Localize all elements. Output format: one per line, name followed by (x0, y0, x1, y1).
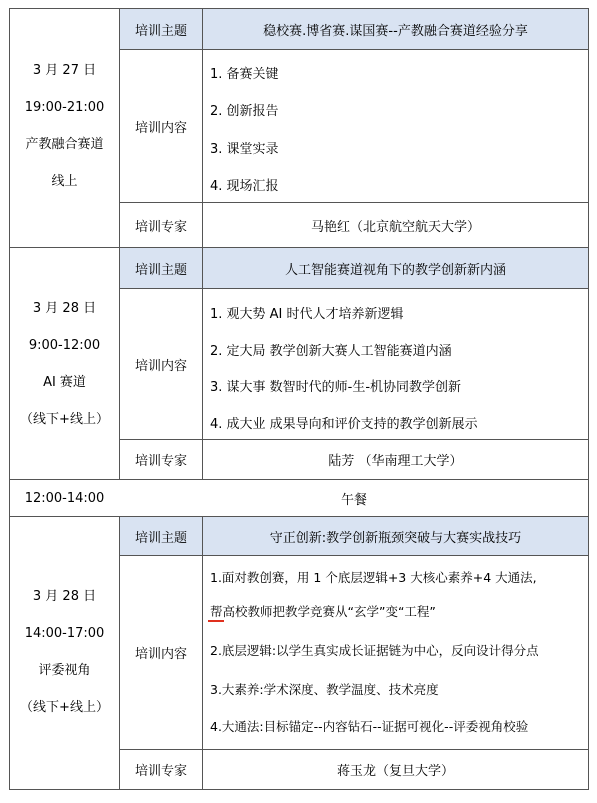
session3-expert: 蒋玉龙（复旦大学） (336, 764, 454, 779)
session2-item-1: 1. 观大势 AI 时代人才培养新逻辑 (210, 307, 404, 322)
session1-item-2: 2. 创新报告 (210, 104, 279, 119)
session3-topic: 守正创新:教学创新瓶颈突破与大赛实战技巧 (269, 530, 522, 546)
session3-item-1: 1.面对教创赛，用 1 个底层逻辑+3 大核心素养+4 大通法, (210, 570, 537, 585)
session3-date: 3 月 28 日 (32, 589, 97, 604)
session3-item-2: 2.底层逻辑:以学生真实成长证据链为中心，反向设计得分点 (210, 643, 539, 658)
session1-topic-label: 培训主题 (134, 23, 187, 39)
border-right (588, 8, 589, 790)
session2-track: AI 赛道 (43, 374, 86, 390)
session2-schedule (10, 288, 119, 439)
lunch-label: 午餐 (340, 492, 367, 508)
session2-item-4: 4. 成大业 成果导向和评价支持的教学创新展示 (210, 417, 478, 432)
session3-track: 评委视角 (38, 663, 91, 678)
session2-expert-label: 培训专家 (134, 454, 187, 469)
session1-schedule (10, 49, 119, 202)
session1-time: 19:00-21:00 (24, 99, 105, 115)
session2-time: 9:00-12:00 (28, 337, 101, 353)
session1-date: 3 月 27 日 (32, 62, 97, 78)
session2-item-3: 3. 谋大事 数智时代的师-生-机协同教学创新 (210, 380, 462, 395)
session3-time: 14:00-17:00 (24, 626, 105, 641)
session1-expert: 马艳红（北京航空航天大学） (310, 219, 480, 235)
session2-mode: （线下+线上） (20, 411, 109, 427)
session3-mode: （线下+线上） (20, 700, 109, 715)
session1-item-1: 1. 备赛关键 (210, 67, 279, 82)
lunch-time: 12:00-14:00 (24, 490, 105, 506)
session1-item-4: 4. 现场汇报 (210, 179, 279, 194)
session2-date: 3 月 28 日 (32, 300, 97, 316)
session2-topic: 人工智能赛道视角下的教学创新新内涵 (284, 262, 506, 278)
session2-content-label: 培训内容 (134, 358, 187, 374)
session2-topic-label: 培训主题 (134, 262, 187, 278)
session2-item-2: 2. 定大局 教学创新大赛人工智能赛道内涵 (210, 344, 452, 359)
session1-expert-label: 培训专家 (134, 219, 187, 235)
session1-content-label: 培训内容 (134, 120, 187, 136)
session2-expert: 陆芳 （华南理工大学） (328, 454, 463, 469)
border-bottom (9, 789, 589, 790)
session3-item-3: 3.大素养:学术深度、教学温度、技术亮度 (210, 682, 439, 697)
session3-expert-label: 培训专家 (134, 764, 187, 779)
session1-topic: 稳校赛.博省赛.谋国赛--产教融合赛道经验分享 (263, 23, 528, 39)
session3-item-1-cont: 帮高校教师把教学竞赛从“玄学”变“工程” (210, 604, 436, 619)
col-line (202, 516, 203, 790)
session3-schedule (10, 555, 119, 749)
session3-item-4: 4.大通法:目标锚定--内容钻石--证据可视化--评委视角校验 (210, 719, 529, 734)
session1-track: 产教融合赛道 (25, 136, 104, 152)
session3-topic-label: 培训主题 (134, 530, 187, 546)
spellcheck-underline (208, 620, 224, 622)
session1-mode: 线上 (51, 173, 78, 189)
session3-content-label: 培训内容 (134, 647, 187, 662)
session1-item-3: 3. 课堂实录 (210, 142, 279, 157)
